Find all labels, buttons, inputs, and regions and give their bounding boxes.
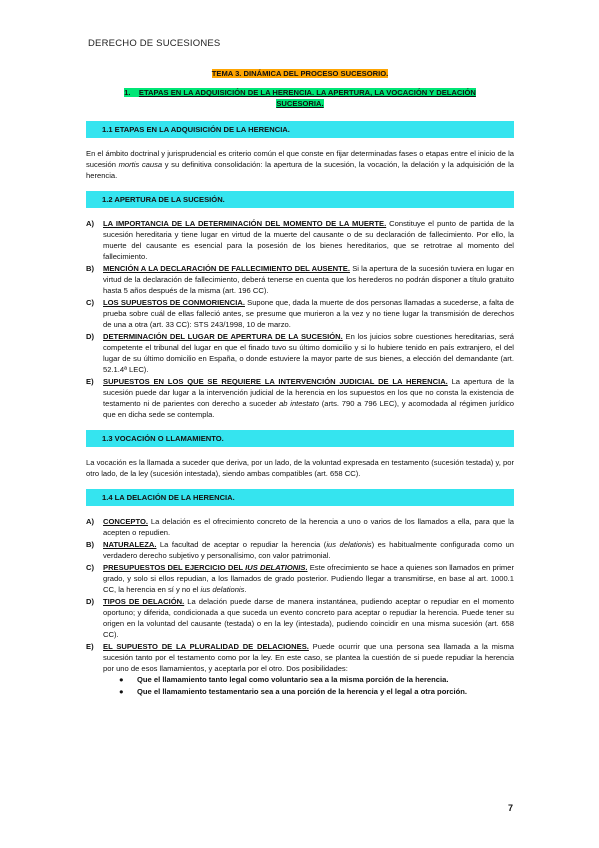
item-title-part: .	[305, 563, 308, 572]
list-marker: E)	[86, 377, 94, 386]
item-text: Constituye el punto de partida de la sucesión hereditaria y tiene lugar en virtud de la muerte del causante o de su declaración de fallecimiento. Por ello, la muerte del causante es esencial para la posesión de los bienes hereditarios, que se retrotrae al momento del fallecimiento.	[103, 219, 514, 261]
list-marker: B)	[86, 264, 95, 273]
page-number: 7	[508, 803, 514, 813]
subsection-heading-1-4: 1.4 LA DELACIÓN DE LA HERENCIA.	[86, 489, 514, 506]
list-item	[86, 539, 514, 561]
item-text: Supone que, dada la muerte de dos personas llamadas a sucederse, a falta de prueba sobre cuál de ellas falleció antes, se presume que murieron a la vez y no tiene lugar la transmisión de derechos de una a otra (art. 33 CC): STS 243/1998, 10 de marzo.	[103, 298, 514, 329]
list-item	[86, 596, 514, 640]
item-text: La apertura de la sucesión puede dar lugar a la intervención judicial de la herencia en los supuestos en los que no consta la existencia de testamento ni de parientes con derecho a suceder	[103, 377, 514, 408]
section-number: 1.	[124, 88, 131, 97]
item-title: LOS SUPUESTOS DE CONMORIENCIA.	[103, 298, 245, 307]
list-item	[86, 263, 514, 296]
list-item	[86, 562, 514, 595]
subsection-heading-1-1: 1.1 ETAPAS EN LA ADQUISICIÓN DE LA HERENCIA.	[86, 121, 514, 138]
section-heading	[86, 87, 514, 109]
section-title: ETAPAS EN LA ADQUISICIÓN DE LA HERENCIA. LA APERTURA, LA VOCACIÓN Y DELACIÓN SUCESORIA.	[138, 88, 476, 108]
item-text: Si la apertura de la sucesión tuviera en lugar en virtud de la declaración de fallecimiento, deberá tenerse en cuenta que los herederos no podrán disponer a título gratuito hasta 5 años después de la misma (art. 196 CC).	[103, 264, 514, 295]
chapter-title-text: TEMA 3. DINÁMICA DEL PROCESO SUCESORIO.	[211, 69, 389, 78]
list-marker: D)	[86, 332, 95, 341]
list-marker: C)	[86, 298, 95, 307]
bullet-text: Que el llamamiento testamentario sea a una porción de la herencia y el legal a otra porción.	[137, 687, 468, 696]
item-title	[103, 563, 308, 572]
bullet-item	[119, 674, 514, 685]
list-marker: E)	[86, 642, 94, 651]
paragraph-text: y su definitiva consolidación: la apertura de la sucesión, la vocación, la delación y la adquisición de la herencia.	[86, 160, 514, 180]
bullet-list	[103, 674, 514, 697]
item-title: TIPOS DE DELACIÓN.	[103, 597, 185, 606]
paragraph-italic: mortis causa	[118, 160, 163, 169]
apertura-list	[86, 218, 514, 420]
item-text: La delación puede darse de manera instantánea, pudiendo aceptar o repudiar en el momento oportuno; y diferida, condicionada a que suceda un evento concreto para aceptar o repudiar la herencia. Puede tener su origen en la voluntad del causante (testada) o en la ley (intestada), pudiendo coincidir en una misma sucesión (art. 658 CC).	[103, 597, 514, 639]
list-item	[86, 297, 514, 330]
subsection-heading-1-3: 1.3 VOCACIÓN O LLAMAMIENTO.	[86, 430, 514, 447]
item-text: .	[244, 585, 247, 594]
item-text: Este ofrecimiento se hace a quienes son llamados en primer grado, y solo si ellos repudian, a los llamados de grado posterior. Pudiendo llegar a transmitirse, en base al art. 1000.1 CC, la herencia en sí y no el	[103, 563, 514, 594]
item-italic: ius delationis	[200, 585, 245, 594]
list-item	[86, 376, 514, 420]
item-title: CONCEPTO.	[103, 517, 149, 526]
item-title-italic: IUS DELATIONIS	[245, 563, 306, 572]
list-marker: B)	[86, 540, 95, 549]
delacion-list	[86, 516, 514, 697]
paragraph-etapas	[86, 148, 514, 181]
item-title: LA IMPORTANCIA DE LA DETERMINACIÓN DEL MOMENTO DE LA MUERTE.	[103, 219, 387, 228]
item-title-part: PRESUPUESTOS DEL EJERCICIO DEL	[103, 563, 246, 572]
item-italic: ius delationis	[326, 540, 372, 549]
chapter-title	[86, 68, 514, 79]
running-header: DERECHO DE SUCESIONES	[88, 38, 221, 49]
item-title: MENCIÓN A LA DECLARACIÓN DE FALLECIMIENTO DEL AUSENTE.	[103, 264, 350, 273]
bullet-item	[119, 686, 514, 697]
item-title: NATURALEZA.	[103, 540, 157, 549]
subsection-heading-1-2: 1.2 APERTURA DE LA SUCESIÓN.	[86, 191, 514, 208]
bullet-text: Que el llamamiento tanto legal como voluntario sea a la misma porción de la herencia.	[137, 675, 449, 684]
document-body	[86, 68, 514, 707]
list-item	[86, 641, 514, 697]
item-title: DETERMINACIÓN DEL LUGAR DE APERTURA DE LA SUCESIÓN.	[103, 332, 343, 341]
item-title: EL SUPUESTO DE LA PLURALIDAD DE DELACIONES.	[103, 642, 309, 651]
item-text: Puede ocurrir que una persona sea llamada a la misma sucesión tanto por el testamento como por la ley. En este caso, se plantea la cuestión de si puede repudiar la herencia por uno de esos llamamientos, y aceptarla por el otro. Dos posibilidades:	[103, 642, 514, 673]
paragraph-vocacion: La vocación es la llamada a suceder que deriva, por un lado, de la voluntad expresada en testamento (sucesión testada) y, por otro lado, de la ley (sucesión intestada), siendo ambas compatibles (art. 658 CC).	[86, 458, 514, 478]
list-marker: D)	[86, 597, 95, 606]
list-item	[86, 218, 514, 262]
item-text: La delación es el ofrecimiento concreto de la herencia a uno o varios de los llamados a ella, para que la acepten o repudien.	[103, 517, 514, 537]
list-marker: A)	[86, 219, 95, 228]
item-text: La facultad de aceptar o repudiar la herencia (	[156, 540, 327, 549]
section-heading-text	[124, 88, 476, 108]
item-text: En los juicios sobre cuestiones hereditarias, será competente el tribunal del lugar en que el finado tuvo su último domicilio y si lo hubiere tenido en país extranjero, el del lugar de su último domicilio en España, o donde estuviere la mayor parte de sus bienes, a elección del demandante (art. 52.1.4ª LEC).	[103, 332, 514, 374]
list-marker: C)	[86, 563, 95, 572]
list-item	[86, 331, 514, 375]
bullet-icon: ●	[119, 675, 124, 684]
list-marker: A)	[86, 517, 95, 526]
item-title: SUPUESTOS EN LOS QUE SE REQUIERE LA INTERVENCIÓN JUDICIAL DE LA HERENCIA.	[103, 377, 448, 386]
item-text: (arts. 790 a 796 LEC), y acomodada al régimen jurídico que en dicha sede se contempla.	[103, 399, 515, 419]
item-text: ) es habitualmente configurada como un verdadero derecho subjetivo y personalísimo, con valor patrimonial.	[103, 540, 514, 560]
list-item	[86, 516, 514, 538]
bullet-icon: ●	[119, 687, 124, 696]
paragraph-text: En el ámbito doctrinal y jurisprudencial es criterio común el que conste en fijar determinadas fases o etapas entre el inicio de la sucesión	[86, 149, 514, 169]
item-italic: ab intestato	[279, 399, 319, 408]
